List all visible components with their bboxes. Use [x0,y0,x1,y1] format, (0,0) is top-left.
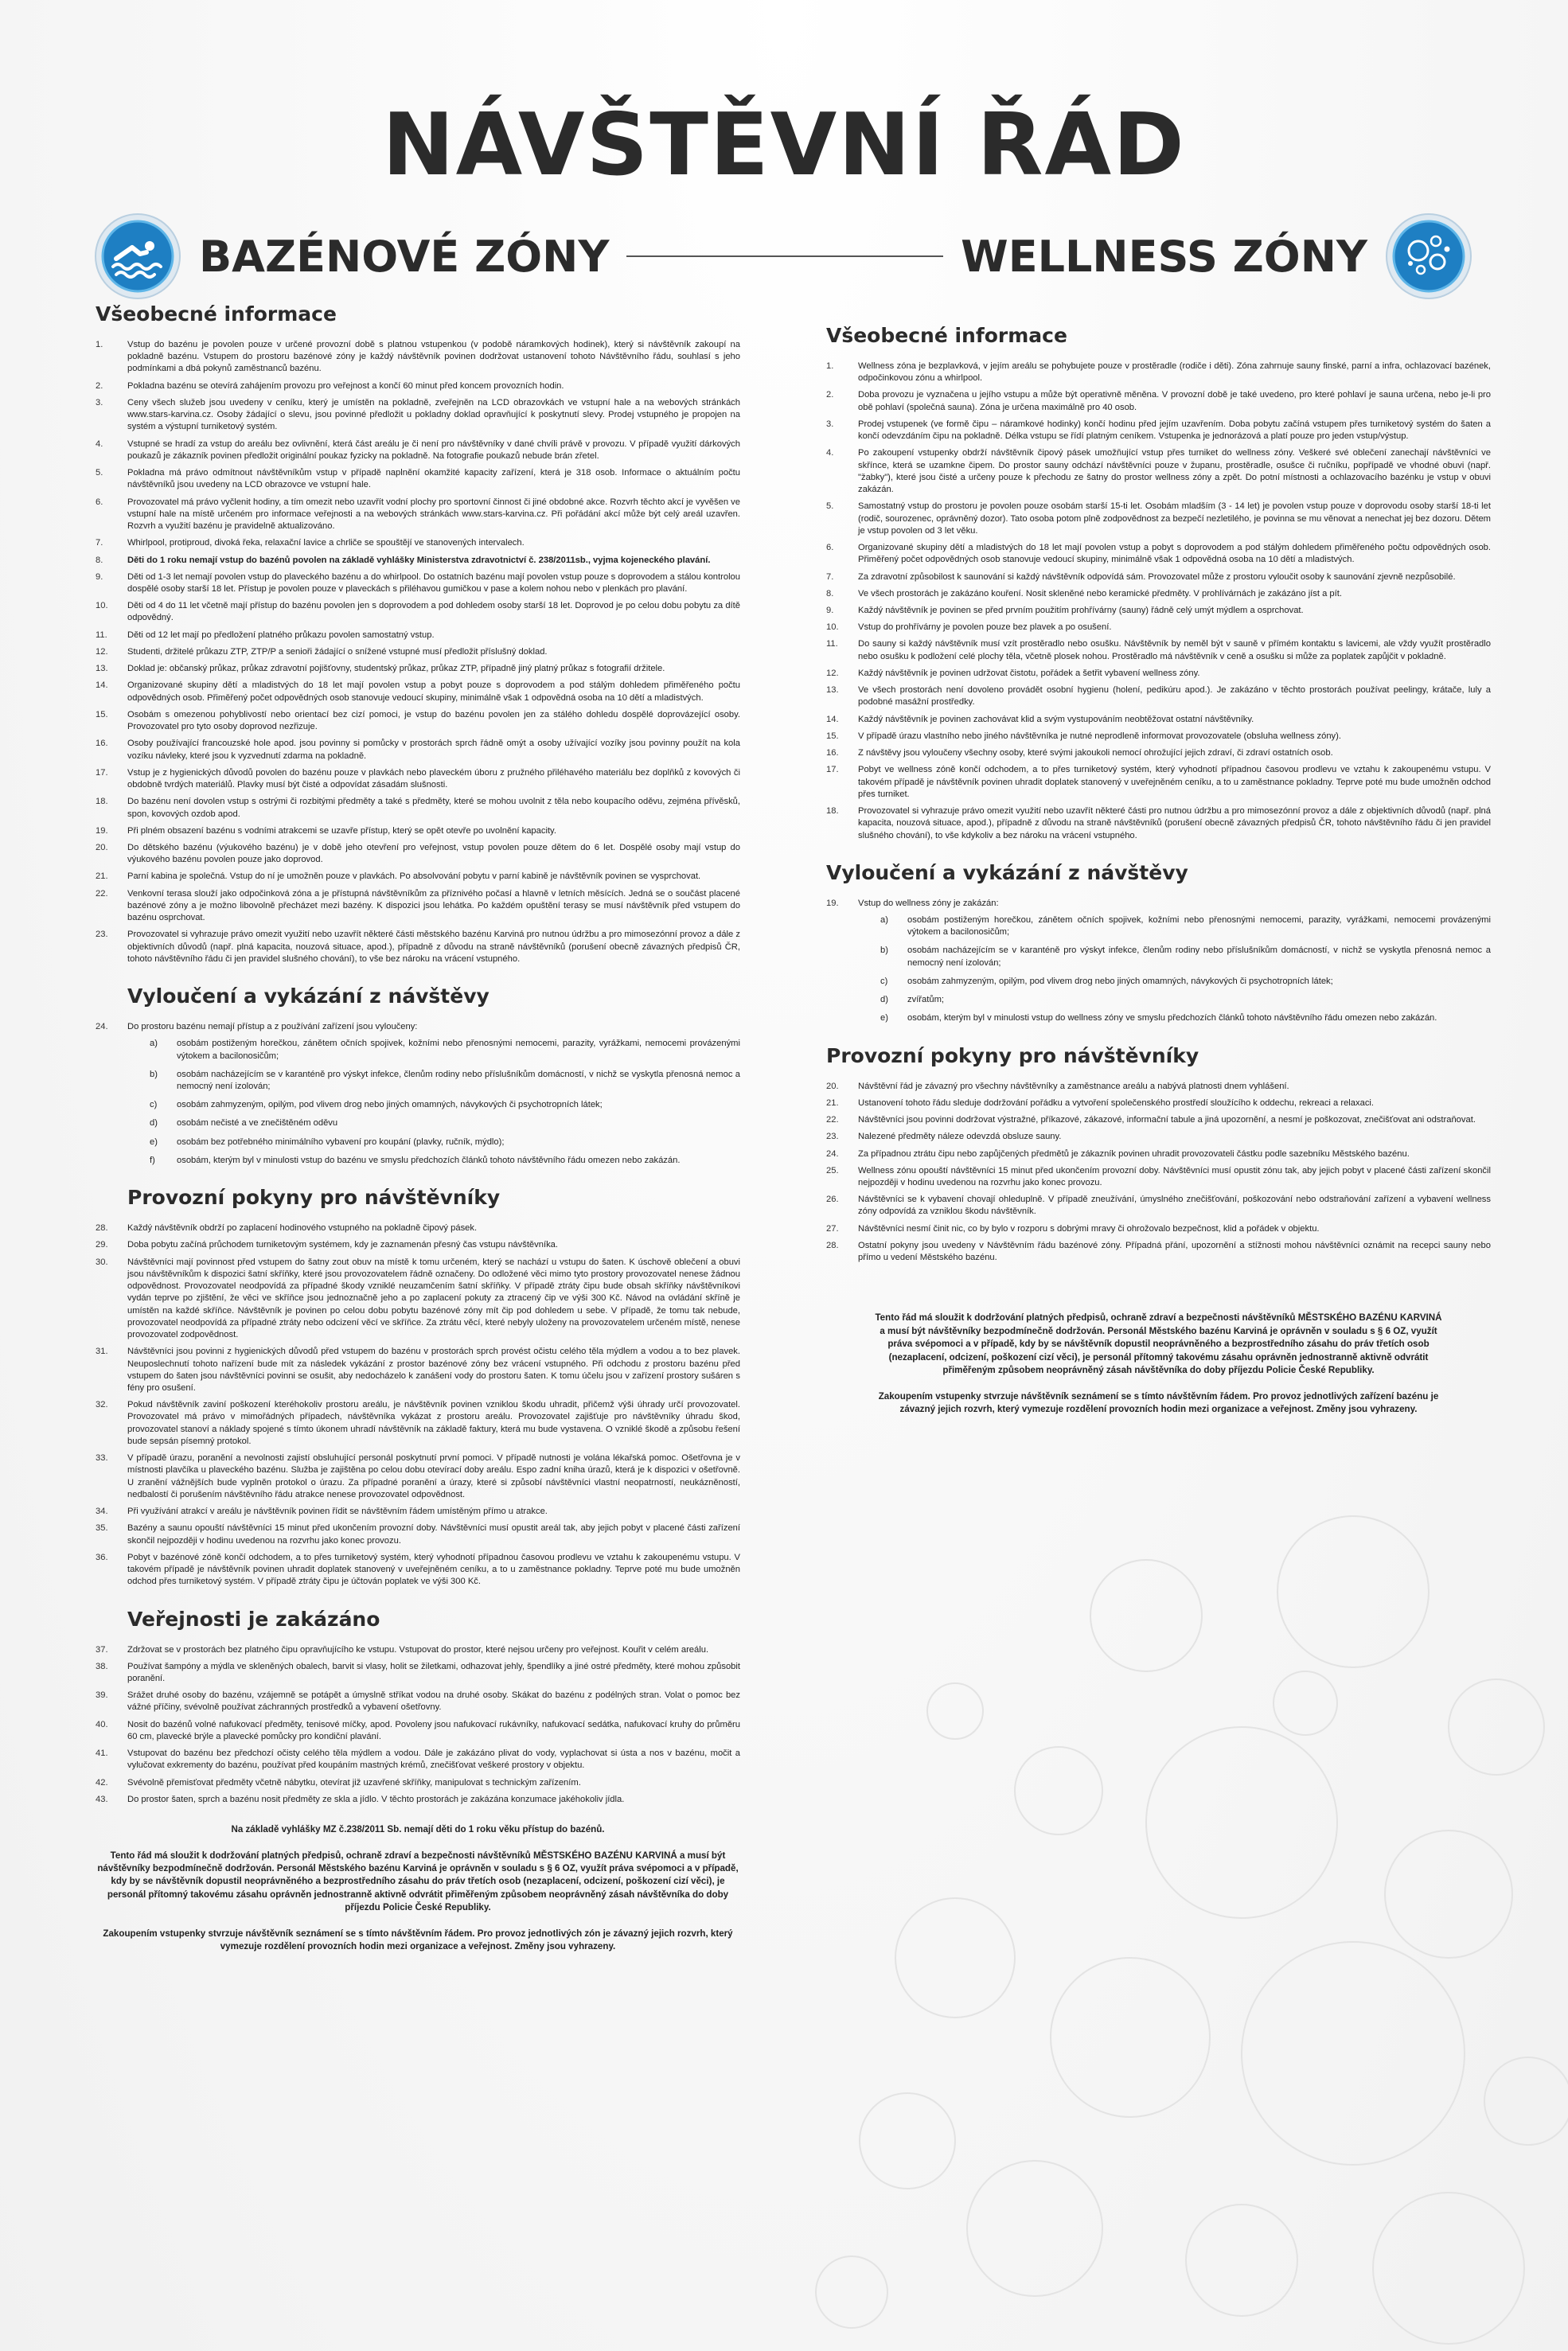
rule-text: Zdržovat se v prostorách bez platného čipu opravňujícího ke vstupu. Vstupovat do prostor, které nejsou určeny pro veřejnost. Kouřit v celém areálu. [127,1644,709,1655]
rules-list [826,1081,1491,1265]
exclusion-text: osobám zahmyzeným, opilým, pod vlivem drog nebo jiných omamných, návykových či psychotropních látek; [177,1100,603,1110]
rule-item [96,630,740,641]
rule-number: 13. [96,664,108,674]
rule-item [826,361,1491,384]
rule-item [96,571,740,595]
rule-number: 21. [96,871,108,882]
rule-number: 3. [826,419,834,429]
pool-notice [96,1823,740,1954]
page-title: NÁVŠTĚVNÍ ŘÁD [382,96,1186,195]
notice-paragraph: Zakoupením vstupenky stvrzuje návštěvník seznámení se s tímto návštěvním řádem. Pro provoz jednotlivých zón je závazný jejich rozvrh, který vymezuje rozdělení provozních hodin mezi organizace a veřejnost. Změny jsou vyhrazeny. [103,1928,733,1952]
rule-item [96,439,740,462]
rule-text: Děti od 12 let mají po předložení platného průkazu povolen samostatný vstup. [127,630,435,640]
pool-zone-rules [96,301,740,1967]
rule-item [826,668,1491,680]
rule-number: 7. [96,538,103,548]
rule-number: 6. [826,543,834,553]
rule-text: Vstup je z hygienických důvodů povolen do bazénu pouze v plavkách nebo plaveckém úboru z pružného přiléhavého materiálu bez doplňků z kovových či obdobně tvrdých materiálů. Plavky musí být čisté a odpovídat zásadám slušnosti. [127,767,740,790]
rule-item [96,1257,740,1342]
rule-item [826,1081,1491,1093]
rule-number: 32. [96,1400,108,1410]
rule-item [96,1346,740,1394]
rule-text: V případě úrazu vlastního nebo jiného návštěvníka je nutné neprodleně informovat provozovatele (obsluha wellness zóny). [858,731,1341,741]
section-heading: Provozní pokyny pro návštěvníky [127,1186,501,1210]
rule-text: Vstup do prohřívárny je povolen pouze bez plavek a po osušení. [858,622,1112,633]
rule-text: Wellness zónu opouští návštěvníci 15 minut před ukončením provozní doby. Návštěvníci musí opustit zónu tak, aby jejich pobyt v placené části zařízení skončil nejpozději v hodinu uvedenou na rozvrhu jako konec provozu. [858,1165,1491,1188]
rule-text: Do dětského bazénu (výukového bazénu) je v době jeho otevření pro veřejnost, vstup povolen pouze dětem do 6 let. Dospělé osoby mají vstup do výukového bazénu povolen pouze jako doprovod. [127,842,740,865]
rule-text: Za případnou ztrátu čipu nebo zapůjčených předmětů je zákazník povinen uhradit provozovateli částku podle sazebníku Městského bazénu. [858,1148,1410,1159]
rule-number: 35. [96,1523,108,1534]
rule-item [96,1748,740,1772]
prohibited-section [96,1606,740,1807]
rule-item [96,1690,740,1714]
wellness-bubbles-icon [1385,212,1472,300]
rule-text: Parní kabina je společná. Vstup do ní je umožněn pouze v plavkách. Po absolvování pobytu v parní kabině je návštěvník povinen se vysprchovat. [127,871,701,882]
pool-zone-title: BAZÉNOVÉ ZÓNY [199,231,610,282]
rule-text: Wellness zóna je bezplavková, v jejím areálu se pohybujete pouze v prostěradle (rodiče i děti). Zóna zahrnuje sauny finské, parní a infra, ochlazovací bazének, odpočinkovou zónu a whirlpool. [858,361,1491,384]
rule-number: 14. [826,714,839,724]
wellness-notice [826,1312,1491,1416]
general-info-section [96,301,740,965]
rule-item [96,1506,740,1518]
rule-text: Samostatný vstup do prostoru je povolen pouze osobám starší 15-ti let. Osobám mladším (3 - 14 let) je povolen vstup pouze v doprovodu osoby starší 18-ti let (rodič, sourozenec, oprávněný dozor). Tato osoba potom plně zodpovědnost za bezpečí nezletilého, je povinna se mu věnovat a nenechat jej bez dozoru. Dětem je vstup povolen od 3 let věku. [858,501,1491,536]
rule-number: 22. [96,888,108,899]
rule-item [826,542,1491,566]
rule-text: Srážet druhé osoby do bazénu, vzájemně se potápět a úmyslně stříkat vodou na druhé osoby. Skákat do bazénu z podélných stran. Volat o pomoc bez vážné příčiny, svévolně používat záchranných prostředků a vybavení ošetřovny. [127,1690,740,1713]
rule-number: 2. [96,380,103,391]
rule-item [826,1114,1491,1126]
rule-item [96,1552,740,1589]
rule-number: 14. [96,680,108,691]
section-heading: Vyloučení a vykázání z návštěvy [826,860,1188,884]
rule-text: Pokladna bazénu se otevírá zahájením provozu pro veřejnost a končí 60 minut před koncem provozních hodin. [127,380,564,391]
rule-number: 8. [826,588,834,598]
rule-item [826,764,1491,801]
rule-number: 5. [96,468,103,478]
exclusion-item [880,1012,1491,1024]
rule-text: Pobyt ve wellness zóně končí odchodem, a to přes turniketový systém, který vyhodnotí případnou časovou prodlevu ve vztahu k zakoupenému vstupu. V takovém případě je návštěvník povinen uhradit doplatek stanovený v uveřejněném ceníku, a to u zaměstnance pokladny. Teprve poté mu bude umožněn odchod přes turniket. [858,765,1491,799]
rule-item [826,1223,1491,1235]
rule-text: Každý návštěvník je povinen udržovat čistotu, pořádek a šetřit vybavení wellness zóny. [858,668,1200,678]
rule-text: Ceny všech služeb jsou uvedeny v ceníku, který je umístěn na pokladně, zveřejněn na LCD obrazovkách ve vstupní hale a na webových stránkách www.stars-karvina.cz. Osoby žádající o slevu, jsou povinné předložit u pokladny doklad opravňující k poskytnutí slevy. Prodej vstupného je propojen na systém a výstupní turniketový systém. [127,397,740,432]
exclusion-letter: e) [880,1013,888,1023]
rule-text: Děti do 1 roku nemají vstup do bazénů povolen na základě vyhlášky Ministerstva zdravotnictví č. 238/2011sb., vyjma kojeneckého plavání. [127,555,711,565]
rule-item [826,747,1491,759]
rule-item [826,605,1491,617]
rule-text: Vstupovat do bazénu bez předchozí očisty celého těla mýdlem a vodou. Dále je zakázáno plivat do vody, vyplachovat si ústa a nos v bazénu, močit a vylučovat exkrementy do bazénu, používat před koupáním mastných krémů, znečišťovat veškeré prostory v objektu. [127,1749,740,1771]
rule-number: 33. [96,1453,108,1464]
rule-number: 17. [826,765,839,775]
rule-number: 1. [96,340,103,349]
rule-item [826,731,1491,743]
rule-number: 18. [826,806,839,817]
rule-text: Provozovatel si vyhrazuje právo omezit využití nebo uzavřít některé části pro nutnou údržbu a pro mimosezónní provoz a dále z objektivních důvodů (např. plná kapacita, nouzová situace, apod.), případně z důvodu na straně návštěvníků (porušení obecně závazných předpisů ČR, tohoto návštěvního řádu či jen pravidel slušného chování), to vše kdykoliv a bez nároku na vrácení vstupného. [858,806,1491,840]
rule-number: 38. [96,1661,108,1671]
exclusion-letter: e) [150,1137,158,1147]
exclusion-letter: b) [150,1069,158,1079]
exclusion-letter: d) [150,1118,158,1129]
rules-list [96,1021,740,1033]
rules-list [826,898,1491,910]
rule-text: Do prostoru bazénu nemají přístup a z používání zařízení jsou vyloučeny: [127,1022,418,1032]
rule-number: 6. [96,497,103,507]
rule-number: 40. [96,1719,108,1729]
rule-text: Organizované skupiny dětí a mladistvých do 18 let mají povolen vstup a pobyt s doprovodem a pod stálým dohledem přiměřeného počtu odpovědných osob. Přiměřený počet odpovědných osob stanovuje vedoucí skupiny, minimálně však 1 odpovědná osoba na 10 dětí a mladistvých. [858,543,1491,565]
rule-item [96,467,740,491]
rule-item [96,537,740,549]
exclusion-text: osobám zahmyzeným, opilým, pod vlivem drog nebo jiných omamných, návykových či psychotropních látek; [907,976,1333,986]
rule-item [96,888,740,925]
rule-item [826,622,1491,634]
rule-number: 29. [96,1240,108,1250]
rule-number: 39. [96,1690,108,1701]
rule-item [96,767,740,791]
rule-text: Whirlpool, protiproud, divoká řeka, relaxační lavice a chrliče se spouštějí ve stanovených intervalech. [127,538,525,548]
rule-number: 5. [826,501,834,512]
rule-number: 9. [96,571,103,582]
rule-number: 1. [826,361,834,371]
rule-item [96,1222,740,1234]
notice-paragraph: Tento řád má sloužit k dodržování platných předpisů, ochraně zdraví a bezpečnosti návštěvníků MĚSTSKÉHO BAZÉNU KARVINÁ a musí být návštěvníky bezpodmínečně dodržován. Personál Městského bazénu Karviná je oprávněn v souladu s § 6 OZ, využít práva svépomoci a v případě, kdy by se návštěvník dopustil neoprávněného a bezprostředního zásahu do práv třetích osob (nezaplacení, odcizení, poškození cizí věci), je personál přítomný takovému zásahu oprávněn jednostranně aktivně odvrátit přiměřeným způsobem neoprávněný zásah návštěvníka do doby příjezdu Policie České Republiky. [97,1850,739,1913]
exclusion-sublist [150,1038,740,1167]
rule-number: 15. [826,731,839,741]
rule-text: Vstup do wellness zóny je zakázán: [858,898,999,908]
exclusion-item [880,914,1491,938]
rule-number: 10. [96,601,108,611]
rule-text: Provozovatel si vyhrazuje právo omezit využití nebo uzavřít některé části městského bazénu Karviná pro nutnou údržbu a pro mimosezónní provoz a dále z objektivních důvodů (např. plná kapacita, nouzová situace, apod.), případně z důvodu na straně návštěvníků (porušení obecně závazných předpisů ČR, tohoto návštěvního řádu či jen pravidel slušného chování), to vše bez nároku na vrácení vstupného. [127,930,740,964]
rule-text: Každý návštěvník obdrží po zaplacení hodinového vstupného na pokladně čipový pásek. [127,1223,478,1234]
rule-item [96,1661,740,1685]
rule-item [96,1239,740,1251]
rule-text: Za zdravotní způsobilost k saunování si každý návštěvník odpovídá sám. Provozovatel může z prostoru vyloučit osoby k saunování zjevně nezpůsobilé. [858,571,1456,582]
operating-instructions-section [826,1043,1491,1265]
rule-number: 15. [96,709,108,719]
general-info-section [826,322,1491,842]
rule-number: 12. [826,668,839,678]
rule-item [826,419,1491,443]
rule-text: Používat šampóny a mýdla ve skleněných obalech, barvit si vlasy, holit se žiletkami, odhazovat jehly, špendlíky a jiné ostré předměty, které mohou způsobit poranění. [127,1661,740,1683]
section-heading: Provozní pokyny pro návštěvníky [826,1043,1199,1067]
rule-text: Návštěvní řád je závazný pro všechny návštěvníky a zaměstnance areálu a nabývá platnosti dnem vyhlášení. [858,1081,1289,1091]
rule-text: Každý návštěvník je povinen zachovávat klid a svým vystupováním neobtěžovat ostatní návštěvníky. [858,714,1254,724]
notice-paragraph: Na základě vyhlášky MZ č.238/2011 Sb. nemají děti do 1 roku věku přístup do bazénů. [231,1824,605,1835]
rule-number: 23. [826,1132,839,1142]
rule-text: Do sauny si každý návštěvník musí vzít prostěradlo nebo osušku. Návštěvník by neměl být v sauně v přímém kontaktu s lavicemi, ale vždy využít prostěradlo nebo osušku k podložení celé plochy těla, včetně plosek nohou. Prostěradlo má návštěvník v ceně a osušku si může za poplatek zapůjčit v pokladně. [858,639,1491,661]
exclusion-letter: d) [880,995,888,1005]
rules-list [96,1222,740,1588]
rule-text: Doklad je: občanský průkaz, průkaz zdravotní pojišťovny, studentský průkaz, průkaz ZTP, případně jiný platný průkaz s fotografií držitele. [127,664,665,674]
rule-text: V případě úrazu, poranění a nevolnosti zajistí obsluhující personál poskytnutí první pomoci. V případě nutnosti je volána lékařská pomoc. Ošetřovna je v místnosti plavčíka u plaveckého bazénu. Služba je zajištěna po celou dobu otevírací doby areálu. Espo zadní kniha úrazů, která je k dispozici v ošetřovně. U zranění vážnějších bude vyplněn protokol o úrazu. Za případné poranění a úrazy, které si způsobí návštěvníci vlastní neopatrností, neukázněností, nedbalostí či porušením návštěvního řádu atrakce nenese provozovatel odpovědnost. [127,1453,740,1499]
section-heading: Veřejnosti je zakázáno [127,1607,380,1631]
notice-paragraph: Zakoupením vstupenky stvrzuje návštěvník seznámení se s tímto návštěvním řádem. Pro provoz jednotlivých zařízení bazénu je závazný jejich rozvrh, který vymezuje rozdělení provozních hodin mezi organizace a veřejnost. Změny jsou vyhrazeny. [878,1390,1439,1415]
rule-number: 25. [826,1165,839,1176]
rule-number: 3. [96,397,103,407]
exclusion-text: osobám postiženým horečkou, zánětem očních spojivek, kožními nebo přenosnými nemocemi, parazity, vyrážkami, nemocemi provázenými výtokem a bacilonosičům; [177,1039,740,1061]
rule-number: 12. [96,646,108,657]
rule-item [826,389,1491,413]
exclusion-text: osobám, kterým byl v minulosti vstup do wellness zóny ve smyslu předchozích článků tohoto návštěvního řádu omezen nebo zakázán. [907,1013,1437,1023]
wellness-zone-title: WELLNESS ZÓNY [961,231,1367,282]
rule-number: 24. [96,1022,108,1032]
rule-item [96,663,740,675]
rule-number: 24. [826,1148,839,1159]
rules-list [96,1644,740,1807]
rule-text: Ve všech prostorách je zakázáno kouření. Nosit skleněné nebo keramické předměty. V prohlívárnách je zakázáno jíst a pít. [858,588,1342,598]
rule-text: Ustanovení tohoto řádu sleduje dodržování pořádku a vytvoření společenského prostředí sloužícího k oddechu, rekreaci a relaxaci. [858,1098,1375,1108]
rule-number: 10. [826,622,839,633]
exclusion-letter: b) [880,945,888,956]
rule-number: 26. [826,1195,839,1205]
section-heading: Všeobecné informace [96,302,337,326]
rule-number: 11. [96,630,107,640]
exclusion-letter: c) [150,1100,158,1110]
rule-number: 20. [96,842,108,852]
rule-item [826,1194,1491,1218]
rule-number: 31. [96,1347,108,1357]
rule-text: Studenti, držitelé průkazu ZTP, ZTP/P a senioři žádající o snížené vstupné musí předložit příslušný doklad. [127,646,548,657]
notice-paragraph: Tento řád má sloužit k dodržování platných předpisů, ochraně zdraví a bezpečnosti návštěvníků MĚSTSKÉHO BAZÉNU KARVINÁ a musí být návštěvníky bezpodmínečně dodržován. Personál Městského bazénu Karviná je oprávněn v souladu s § 6 OZ, využít práva svépomoci a v případě, kdy by se návštěvník dopustil neoprávněného a bezprostředního zásahu do práv třetích osob (nezaplacení, odcizení, poškození cizí věci), je personál přítomný takovému zásahu oprávněn jednostranně aktivně odvrátit přiměřeným způsobem neoprávněný zásah návštěvníka do doby příjezdu Policie České Republiky. [875,1312,1442,1376]
rule-text: Pokladna má právo odmítnout návštěvníkům vstup v případě naplnění okamžité kapacity zařízení, která je 318 osob. Informace o aktuálním počtu návštěvníků jsou uvedeny na LCD obrazovce ve vstupní hale. [127,468,740,490]
rule-item [96,738,740,762]
exclusion-text: zvířatům; [907,995,945,1005]
rule-number: 16. [96,739,108,749]
rule-number: 9. [826,605,834,615]
exclusion-letter: a) [150,1039,158,1049]
rule-item [826,1240,1491,1264]
rule-text: Ostatní pokyny jsou uvedeny v Návštěvním řádu bazénové zóny. Případná přání, upozornění a stížnosti mohou návštěvníci oznámit na recepci sauny nebo přímo u vedení Městského bazénu. [858,1240,1491,1263]
rule-text: Návštěvníci mají povinnost před vstupem do šatny zout obuv na místě k tomu určeném, který se nachází u vstupu do šaten. K úschově oblečení a obuvi jsou návštěvníkům k dispozici šatní skříňky, které jsou provozovatelem řádně označeny. Do odložené věci mimo tyto prostory provozovatel nenese žádnou odpovědnost. Provozovatel neodpovídá za případné škody vzniklé neuzamčením šatní skříňky. V případě ztráty čipu bude obsah skříňky návštěvníkovi vydán teprve po zjištění, že věci ve skříňce jsou jednoznačně jeho a po zaplacení pokuty za ztracený čip ve výši 300 Kč. Návod na ovládání skříně je umístěn na každé skříňce. Návštěvník je povinen po celou dobu pobytu bazénové zóny mít čip pod dohledem u sebe. V případě, že tomu tak nebude, provozovatel neodpovídá za případné ztráty nebo odcizení věcí ve skříňce. Za ztrátu věcí, které nebyly uloženy na provozovatelem určeném místě, nenese provozovatel zodpovědnost. [127,1257,740,1340]
exclusion-text: osobám nacházejícím se v karanténě pro výskyt infekce, členům rodiny nebo příslušníkům domácností, v nichž se vyskytla přenosná nemoc a nemocný není izolován; [907,945,1491,968]
rule-number: 22. [826,1115,839,1125]
rule-text: Každý návštěvník je povinen se před prvním použitím prohřívárny (sauny) řádně celý umýt mýdlem a osprchovat. [858,605,1304,615]
exclusion-item [150,1117,740,1129]
rule-number: 2. [826,390,834,400]
rule-number: 21. [826,1098,839,1108]
rule-item [826,684,1491,708]
rule-item [826,714,1491,726]
rule-text: Návštěvníci se k vybavení chovají ohleduplně. V případě zneužívání, úmyslného znečišťování, poškozování nebo odstraňování zařízení a vybavení wellness zóny odpovídá za vzniklou škodu návštěvník. [858,1195,1491,1217]
rule-item [96,825,740,837]
rule-number: 7. [826,571,834,582]
exclusion-item [880,994,1491,1006]
rule-text: Pokud návštěvník zaviní poškození kteréhokoliv prostoru areálu, je návštěvník povinen vzniklou škodu uhradit, přičemž výši úhrady určí provozovatel. Provozovatel má právo v mimořádných případech, návštěvníka vykázat z prostoru areálu. Provozovatel zajišťuje pro návštěvníky úhradu škod, provozovatel stanoví a náklady spojené s tímto úkonem uhradí návštěvník na základě faktury, která mu bude vystavena. O vzniklé škodě a způsobu řešení bude sepsán písemný protokol. [127,1400,740,1446]
exclusion-letter: f) [150,1155,155,1165]
exclusion-item [150,1038,740,1062]
rule-item [96,1794,740,1806]
rule-text: Nosit do bazénů volné nafukovací předměty, tenisové míčky, apod. Povoleny jsou nafukovací rukávníky, nafukovací sedátka, nafukovací kruhy do průměru 60 cm, plavecké brýle a plavecké pomůcky pro kondiční plavání. [127,1719,740,1741]
exclusion-item [880,945,1491,969]
rule-item [96,929,740,965]
rule-text: Děti od 1-3 let nemají povolen vstup do plaveckého bazénu a do whirlpool. Do ostatních bazénu mají povolen vstup pouze s doprovodem a stálou kontrolou dospělé osoby starší 18 let. Přístup je povolen pouze v plaveckách s přiléhavou gumičkou v pase a kolem nohou nebo v plenkách pro plavání. [127,571,740,594]
rule-text: Z návštěvy jsou vyloučeny všechny osoby, které svými jakoukoli nemocí ohrožující jejich zdraví, či zdraví ostatních osob. [858,748,1333,758]
rule-item [96,796,740,820]
rule-number: 11. [826,639,838,649]
rule-item [96,1719,740,1743]
rule-text: Vstup do bazénu je povolen pouze v určené provozní době s platnou vstupenkou (v podobě náramkových hodinek), který si návštěvník zakoupí na pokladně bazénu. Vstupem do prostoru bazénové zóny je každý návštěvník povinen dodržovat ustanovení tohoto Návštěvního řádu, souhlasí s jeho podmínkami a dbá pokynů zaměstnanců bazénu. [127,340,740,374]
header-divider [704,255,943,257]
rule-item [96,380,740,392]
exclusion-letter: c) [880,976,888,986]
rule-text: Doba pobytu začíná průchodem turniketovým systémem, kdy je zaznamenán přesný čas vstupu návštěvníka. [127,1240,558,1250]
rule-number: 28. [96,1223,108,1234]
rule-number: 36. [96,1552,108,1562]
rule-item [826,588,1491,600]
rules-list [96,339,740,965]
rule-number: 13. [826,685,839,696]
rule-item [96,555,740,567]
rule-item [96,339,740,376]
rule-item [96,1522,740,1546]
rule-item [96,1644,740,1656]
rule-text: Osobám s omezenou pohyblivostí nebo orientací bez cizí pomoci, je vstup do bazénu povolen jen za stálého dohledu dospělé doprovázející osoby. Provozovatel pro tyto osoby doprovod nezřizuje. [127,709,740,732]
exclusion-item [150,1155,740,1167]
rule-item [826,1165,1491,1189]
wellness-zone-rules [826,322,1491,1429]
rule-text: Po zakoupení vstupenky obdrží návštěvník čipový pásek umožňující vstup přes turniket do wellness zóny. Veškeré své oblečení zanechají návštěvníci ve skřínce, která se uzamkne čipem. Do prostor sauny odchází návštěvníci pouze v županu, prostěradle, osušce či ručníku, popřípadě ve vhodné obuvi (např. "žabky"), které jsou čisté a určeny pouze k přechodu ze šatny do prostor wellness zóny a zpět. Do potní místnosti a ochlazovacího bazénku je vstup v obuvi zakázán. [858,448,1491,495]
rule-number: 27. [826,1223,839,1234]
rule-text: Nalezené předměty náleze odevzdá obsluze sauny. [858,1132,1062,1142]
rule-text: Vstupné se hradí za vstup do areálu bez ovlivnění, která část areálu je či není pro návštěvníky v dané chvíli právě v provozu. V případě využití dárkových poukazů je zákazník povinen předložit originální poukaz fyzicky na pokladně. Na fotografie poukazů nebude brán zřetel. [127,439,740,461]
rule-item [96,709,740,733]
rule-number: 4. [826,448,834,458]
rule-text: Prodej vstupenek (ve formě čipu – náramkové hodinky) končí hodinu před jejím uzavřením. Doba pobytu začíná vstupem přes turniketový systém do šaten a končí odevzdáním čipu na pokladně. Délka vstupu se řídí platným ceníkem. Vstupenka je jednorázová a platí pouze pro jeden vstup/výstup. [858,419,1491,442]
exclusion-text: osobám nacházejícím se v karanténě pro výskyt infekce, členům rodiny nebo příslušníkům domácností, v nichž se vyskytla přenosná nemoc a nemocný není izolován; [177,1069,740,1092]
rule-item [96,871,740,883]
exclusion-text: osobám, kterým byl v minulosti vstup do bazénu ve smyslu předchozích článků tohoto návštěvního řádu omezen nebo zakázán. [177,1155,681,1165]
rule-text: Návštěvníci nesmí činit nic, co by bylo v rozporu s dobrými mravy či ohrožovalo bezpečnost, klid a pořádek v objektu. [858,1223,1320,1234]
exclusion-text: osobám bez potřebného minimálního vybavení pro koupání (plavky, ručník, mýdlo); [177,1137,505,1147]
rule-text: Osoby používající francouzské hole apod. jsou povinny si pomůcky v prostorách sprch řádně omýt a osoby užívající vozíky jsou povinny použít na kola vozíku návleky, které jsou k vyzvednutí zdarma na pokladně. [127,739,740,761]
exclusion-item [150,1099,740,1111]
rule-text: Bazény a saunu opouští návštěvníci 15 minut před ukončením provozní doby. Návštěvníci musí opustit areál tak, aby jejich pobyt v placené části zařízení skončil nejpozději v hodinu uvedenou na rozvrhu jako konec provozu. [127,1523,740,1546]
exclusion-text: osobám postiženým horečkou, zánětem očních spojivek, kožními nebo přenosnými nemocemi, parazity, vyrážkami, nemocemi provázenými výtokem a bacilonosičům; [907,914,1491,938]
rule-number: 23. [96,930,108,940]
rule-number: 42. [96,1777,108,1788]
rule-number: 18. [96,797,108,807]
rule-number: 16. [826,748,839,758]
rule-text: Provozovatel má právo vyčlenit hodiny, a tím omezit nebo uzavřít vodní plochy pro sportovní činnost či jiné obdobné akce. Rozvrh těchto akcí je vyvěšen ve vstupní hale na místě určeném pro informace veřejnosti a na webových stránkách www.stars-karvina.cz. Při pořádání akcí může být celý areál uzavřen. Rozvrh a využití bazénu je pravidelně aktualizováno. [127,497,740,532]
rule-number: 4. [96,439,103,449]
rule-number: 8. [96,555,103,565]
rule-number: 41. [96,1749,108,1759]
rule-text: Děti od 4 do 11 let včetně mají přístup do bazénu povolen jen s doprovodem a pod dohledem osoby starší 18 let. Doprovod je po celou dobu pobytu za dítě odpovědný. [127,601,740,623]
rule-number: 37. [96,1644,108,1655]
rule-number: 28. [826,1240,839,1250]
exclusion-item [880,976,1491,988]
rule-number: 19. [826,898,839,908]
exclusion-sublist [880,914,1491,1025]
rule-item [96,497,740,533]
rule-text: Ve všech prostorách není dovoleno provádět osobní hygienu (holení, pedikúru apod.). Je zakázáno v těchto prostorách používat peelingy, krátače, luly a podobné masážní prostředky. [858,685,1491,708]
rule-item [826,1148,1491,1160]
rule-item [96,1021,740,1033]
rule-item [826,501,1491,537]
rule-item [96,397,740,434]
swimmer-icon [94,212,181,300]
rule-number: 19. [96,825,108,836]
rule-text: Organizované skupiny dětí a mladistvých do 18 let mají povolen vstup a pobyt pouze s doprovodem a pod stálým dohledem přiměřeného počtu odpovědných osob. Přiměřený počet odpovědných osob stanovuje vedoucí skupiny, minimálně však 1 odpovědná osoba na 10 dětí a mladistvých. [127,680,740,703]
exclusion-letter: a) [880,914,888,925]
rule-text: Návštěvníci jsou povinni dodržovat výstražné, příkazové, zákazové, informační tabule a jiná upozornění, a nesmí je poškozovat, znečišťovat ani odstraňovat. [858,1115,1476,1125]
rules-list [826,361,1491,842]
exclusion-text: osobám nečisté a ve znečištěném oděvu [177,1118,338,1129]
rule-item [826,1131,1491,1143]
wellness-zone-header [704,209,1472,304]
rule-item [826,638,1491,662]
rule-number: 34. [96,1507,108,1517]
rule-number: 17. [96,767,108,778]
exclusion-item [150,1137,740,1148]
rule-item [826,1098,1491,1109]
rule-text: Při využívání atrakcí v areálu je návštěvník povinen řídit se návštěvním řádem umístěným přímo u atrakce. [127,1507,548,1517]
rule-text: Svévolně přemisťovat předměty včetně nábytku, otevírat již uzavřené skříňky, manipulovat s technickým zařízením. [127,1777,581,1788]
exclusion-item [150,1069,740,1093]
rule-number: 20. [826,1081,839,1091]
rule-item [96,1777,740,1789]
rule-text: Do bazénu není dovolen vstup s ostrými či rozbitými předměty a také s předměty, které se mohou uvolnit z těla nebo koupacího oděvu, zejména přívěsků, spon, kovových ozdob apod. [127,797,740,819]
rule-item [826,898,1491,910]
section-heading: Vyloučení a vykázání z návštěvy [127,984,490,1008]
exclusion-section [826,860,1491,1025]
rule-text: Doba provozu je vyznačena u jejího vstupu a může být operativně měněna. V provozní době je také uvedeno, pro které pohlaví je sauna určena, nebo je-li pro obě pohlaví (společná sauna). Zóna je určena maximálně pro 40 osob. [858,390,1491,412]
rule-item [826,447,1491,496]
rule-text: Pobyt v bazénové zóně končí odchodem, a to přes turniketový systém, který vyhodnotí případnou časovou prodlevu ve vztahu k zakoupenému vstupu. V takovém případě je návštěvník povinen uhradit doplatek stanovený v uveřejněném ceníku, a to u zaměstnance pokladny. Teprve poté mu bude umožněn odchod přes turniketový systém. V případě ztráty čipu je účtován poplatek ve výši 300 Kč. [127,1552,740,1587]
rule-item [96,842,740,866]
rule-text: Návštěvníci jsou povinni z hygienických důvodů před vstupem do bazénu v prostorách sprch provést očistu celého těla mýdlem a vodou a to bez plavek. Neuposlechnutí tohoto nařízení bude mít za následek vykázání z prostor bazénové zóny bez vrácení vstupného. Při odchodu z prostoru bazénu před vstupem do šaten jsou návštěvníci povinni se osušit, aby nedocházelo k zanášení vody do prostoru šaten. K tomu účelu jsou v zařízení prostory sušáren s fény pro osušení. [127,1347,740,1393]
operating-instructions-section [96,1184,740,1588]
rule-item [96,1399,740,1448]
rule-text: Při plném obsazení bazénu s vodními atrakcemi se uzavře přístup, který se opět otevře po uvolnění kapacity. [127,825,556,836]
rule-item [826,805,1491,842]
section-heading: Všeobecné informace [826,324,1067,347]
rule-number: 43. [96,1794,108,1804]
exclusion-section [96,983,740,1167]
rule-text: Venkovní terasa slouží jako odpočinková zóna a je přístupná návštěvníkům za příznivého počasí a hlavně v letních měsících. Jedná se o součást placené bazénové zóny a je možno libovolně přecházet mezi bazény. K dispozici jsou lehátka. Po každém opuštění terasy se musí návštěvník před vstupem do bazénu osprchovat. [127,888,740,923]
rule-number: 30. [96,1257,108,1267]
rule-text: Do prostor šaten, sprch a bazénu nosit předměty ze skla a jídlo. V těchto prostorách je zakázána konzumace jakéhokoliv jídla. [127,1794,625,1804]
rule-item [96,1452,740,1501]
rule-item [96,646,740,658]
rule-item [96,600,740,624]
rule-item [96,680,740,704]
rule-item [826,571,1491,583]
